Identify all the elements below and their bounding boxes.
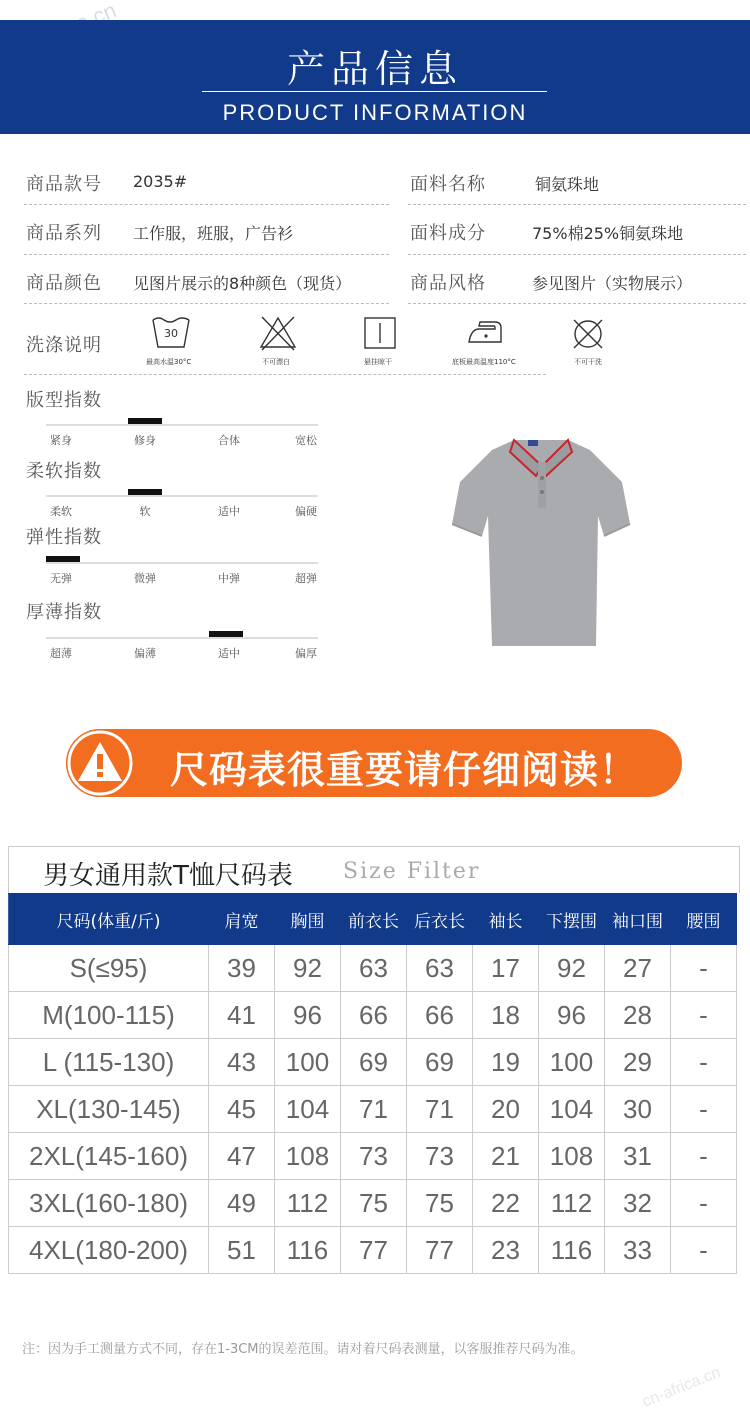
table-row bbox=[9, 1180, 737, 1227]
table-cell: 77 bbox=[341, 1227, 407, 1274]
info-label: 商品系列 bbox=[26, 223, 102, 244]
column-header: 前衣长 bbox=[341, 894, 407, 945]
table-cell: 100 bbox=[275, 1039, 341, 1086]
table-cell: 73 bbox=[407, 1133, 473, 1180]
index-label: 宽松 bbox=[295, 434, 317, 447]
wash-temp: 30 bbox=[164, 327, 178, 340]
table-cell: 104 bbox=[539, 1086, 605, 1133]
table-cell: 27 bbox=[605, 945, 671, 992]
table-cell: - bbox=[671, 1180, 737, 1227]
info-label: 面料成分 bbox=[410, 223, 486, 244]
table-cell: 63 bbox=[407, 945, 473, 992]
index-marker bbox=[209, 631, 243, 637]
info-value: 工作服，班服，广告衫 bbox=[133, 224, 294, 243]
hang-dry-icon bbox=[364, 317, 396, 353]
table-cell: - bbox=[671, 1086, 737, 1133]
index-label: 偏厚 bbox=[295, 647, 317, 660]
size-filter-label: Size Filter bbox=[343, 859, 481, 884]
info-value: 见图片展示的8种颜色（现货） bbox=[133, 274, 352, 293]
index-label: 超薄 bbox=[50, 647, 72, 660]
table-row bbox=[9, 1086, 737, 1133]
divider bbox=[24, 374, 546, 375]
table-cell: 100 bbox=[539, 1039, 605, 1086]
table-cell: 92 bbox=[275, 945, 341, 992]
table-cell: 47 bbox=[209, 1133, 275, 1180]
index-label: 偏硬 bbox=[295, 505, 317, 518]
table-cell: 92 bbox=[539, 945, 605, 992]
table-cell: 39 bbox=[209, 945, 275, 992]
table-cell: 77 bbox=[407, 1227, 473, 1274]
divider bbox=[408, 254, 746, 255]
table-cell: 32 bbox=[605, 1180, 671, 1227]
index-label: 超弹 bbox=[295, 572, 317, 585]
watermark: cn-africa.cn bbox=[640, 1364, 724, 1411]
index-title: 厚薄指数 bbox=[26, 602, 102, 623]
info-value: 参见图片（实物展示） bbox=[532, 274, 693, 293]
table-cell: 28 bbox=[605, 992, 671, 1039]
table-row bbox=[9, 1227, 737, 1274]
index-label: 修身 bbox=[134, 434, 156, 447]
index-label: 紧身 bbox=[50, 434, 72, 447]
index-title: 弹性指数 bbox=[26, 527, 102, 548]
care-caption: 悬挂晾干 bbox=[364, 358, 392, 366]
measurement-note: 注：因为手工测量方式不同，存在1-3CM的误差范围。请对着尺码表测量，以客服推荐尺码为准。 bbox=[22, 1342, 584, 1357]
index-label: 合体 bbox=[218, 434, 240, 447]
table-cell: 69 bbox=[341, 1039, 407, 1086]
index-label: 微弹 bbox=[134, 572, 156, 585]
care-caption: 最高水温30°C bbox=[146, 358, 192, 366]
table-cell: 96 bbox=[539, 992, 605, 1039]
table-cell: - bbox=[671, 992, 737, 1039]
table-cell: 73 bbox=[341, 1133, 407, 1180]
info-label: 商品款号 bbox=[26, 174, 102, 195]
table-cell: 45 bbox=[209, 1086, 275, 1133]
index-marker bbox=[128, 489, 162, 495]
table-cell: 75 bbox=[341, 1180, 407, 1227]
column-header: 胸围 bbox=[275, 894, 341, 945]
care-caption: 不可干洗 bbox=[574, 358, 602, 366]
table-cell: 21 bbox=[473, 1133, 539, 1180]
table-cell: M(100-115) bbox=[9, 992, 209, 1039]
info-label: 商品风格 bbox=[410, 273, 486, 294]
table-cell: 69 bbox=[407, 1039, 473, 1086]
care-caption: 底板最高温度110°C bbox=[452, 358, 516, 366]
index-label: 软 bbox=[139, 505, 151, 518]
care-caption: 不可漂白 bbox=[262, 358, 290, 366]
size-table-header-row bbox=[9, 894, 737, 945]
table-cell: 116 bbox=[275, 1227, 341, 1274]
column-header: 下摆围 bbox=[539, 894, 605, 945]
table-cell: 104 bbox=[275, 1086, 341, 1133]
table-cell: L (115-130) bbox=[9, 1039, 209, 1086]
divider bbox=[24, 204, 389, 205]
table-cell: 22 bbox=[473, 1180, 539, 1227]
divider bbox=[24, 254, 389, 255]
column-header: 后衣长 bbox=[407, 894, 473, 945]
index-label: 适中 bbox=[218, 647, 240, 660]
iron-icon bbox=[466, 318, 504, 350]
table-cell: 41 bbox=[209, 992, 275, 1039]
index-track bbox=[46, 424, 318, 426]
header-subtitle: PRODUCT INFORMATION bbox=[222, 100, 528, 125]
table-cell: 108 bbox=[275, 1133, 341, 1180]
info-value: 铜氨珠地 bbox=[535, 175, 600, 194]
divider bbox=[408, 303, 746, 304]
size-warning-banner bbox=[66, 729, 682, 797]
column-header: 袖长 bbox=[473, 894, 539, 945]
size-table-header bbox=[8, 846, 740, 893]
table-cell: 66 bbox=[341, 992, 407, 1039]
table-cell: S(≤95) bbox=[9, 945, 209, 992]
table-cell: 4XL(180-200) bbox=[9, 1227, 209, 1274]
polo-shirt-icon bbox=[452, 432, 632, 654]
header-title: 产品信息 bbox=[286, 47, 463, 91]
warning-icon bbox=[66, 729, 134, 797]
column-header: 肩宽 bbox=[209, 894, 275, 945]
table-cell: 29 bbox=[605, 1039, 671, 1086]
table-cell: 112 bbox=[539, 1180, 605, 1227]
no-bleach-icon bbox=[258, 314, 298, 356]
table-cell: - bbox=[671, 1133, 737, 1180]
table-cell: 33 bbox=[605, 1227, 671, 1274]
no-dry-clean-icon bbox=[570, 316, 606, 356]
size-table-title: 男女通用款T恤尺码表 bbox=[43, 861, 293, 891]
index-marker bbox=[128, 418, 162, 424]
product-info-header bbox=[0, 20, 750, 134]
table-cell: 66 bbox=[407, 992, 473, 1039]
table-cell: 49 bbox=[209, 1180, 275, 1227]
index-track bbox=[46, 495, 318, 497]
table-row bbox=[9, 1133, 737, 1180]
table-cell: - bbox=[671, 1227, 737, 1274]
table-cell: 17 bbox=[473, 945, 539, 992]
size-table bbox=[8, 893, 737, 1274]
table-cell: 71 bbox=[407, 1086, 473, 1133]
info-value: 2035# bbox=[133, 172, 188, 191]
info-label: 面料名称 bbox=[410, 174, 486, 195]
table-cell: 23 bbox=[473, 1227, 539, 1274]
table-cell: 75 bbox=[407, 1180, 473, 1227]
index-track bbox=[46, 637, 318, 639]
index-label: 中弹 bbox=[218, 572, 240, 585]
table-cell: - bbox=[671, 1039, 737, 1086]
column-header: 袖口围 bbox=[605, 894, 671, 945]
column-header: 腰围 bbox=[671, 894, 737, 945]
header-divider bbox=[202, 91, 547, 92]
table-cell: 63 bbox=[341, 945, 407, 992]
info-label: 商品颜色 bbox=[26, 273, 102, 294]
table-cell: 3XL(160-180) bbox=[9, 1180, 209, 1227]
banner-text: 尺码表很重要请仔细阅读！ bbox=[170, 748, 639, 792]
index-label: 无弹 bbox=[50, 572, 72, 585]
care-label: 洗涤说明 bbox=[26, 335, 102, 356]
table-cell: 96 bbox=[275, 992, 341, 1039]
table-cell: - bbox=[671, 945, 737, 992]
index-label: 偏薄 bbox=[134, 647, 156, 660]
table-cell: 51 bbox=[209, 1227, 275, 1274]
info-value: 75%棉25%铜氨珠地 bbox=[532, 224, 684, 243]
table-cell: 71 bbox=[341, 1086, 407, 1133]
index-title: 柔软指数 bbox=[26, 461, 102, 482]
divider bbox=[24, 303, 389, 304]
table-row bbox=[9, 945, 737, 992]
table-cell: 19 bbox=[473, 1039, 539, 1086]
table-cell: 31 bbox=[605, 1133, 671, 1180]
table-cell: XL(130-145) bbox=[9, 1086, 209, 1133]
divider bbox=[408, 204, 746, 205]
index-label: 柔软 bbox=[50, 505, 72, 518]
index-label: 适中 bbox=[218, 505, 240, 518]
table-cell: 108 bbox=[539, 1133, 605, 1180]
table-cell: 30 bbox=[605, 1086, 671, 1133]
wash-30-icon bbox=[150, 314, 192, 354]
table-row bbox=[9, 992, 737, 1039]
index-track bbox=[46, 562, 318, 564]
table-cell: 18 bbox=[473, 992, 539, 1039]
table-row bbox=[9, 1039, 737, 1086]
column-header: 尺码(体重/斤) bbox=[9, 894, 209, 945]
table-cell: 2XL(145-160) bbox=[9, 1133, 209, 1180]
table-cell: 112 bbox=[275, 1180, 341, 1227]
index-title: 版型指数 bbox=[26, 390, 102, 411]
table-cell: 43 bbox=[209, 1039, 275, 1086]
table-cell: 20 bbox=[473, 1086, 539, 1133]
table-cell: 116 bbox=[539, 1227, 605, 1274]
index-marker bbox=[46, 556, 80, 562]
